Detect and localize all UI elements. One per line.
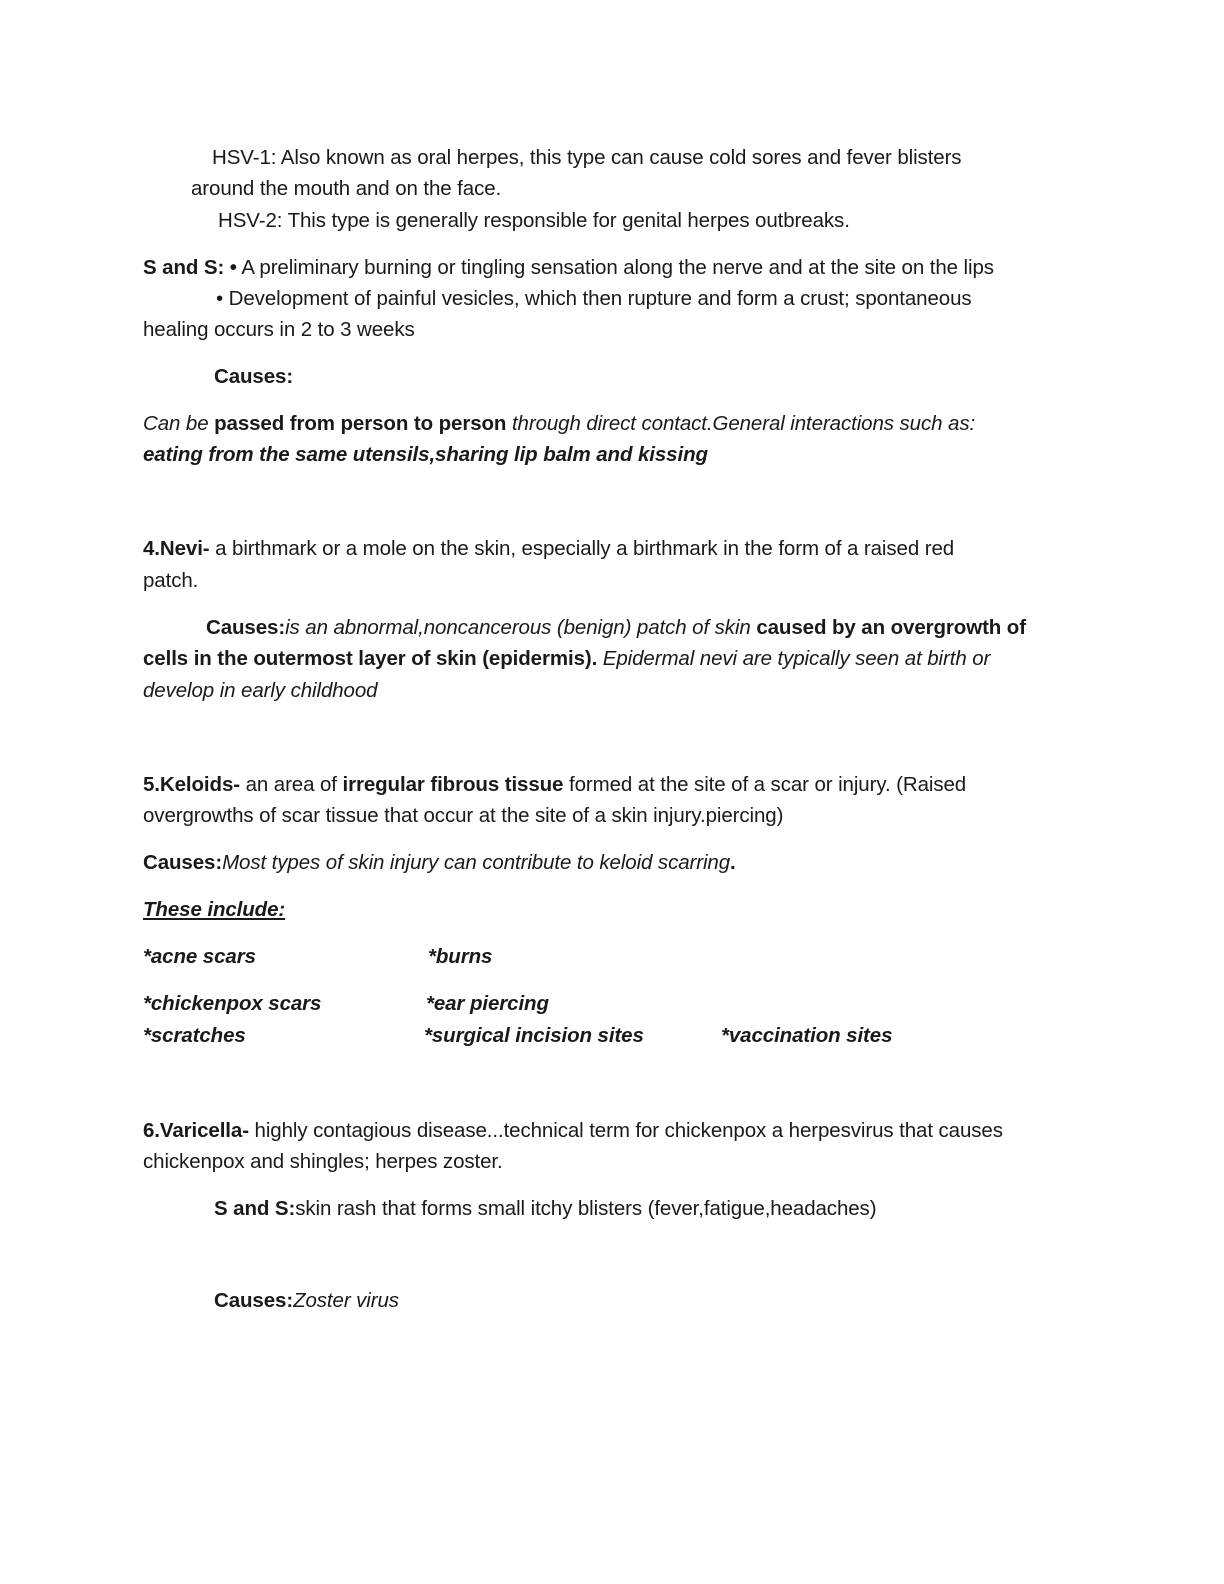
varicella-heading-line	[143, 1115, 1003, 1146]
causes-bold-italic: eating from the same utensils,sharing lip balm and kissing	[143, 443, 708, 466]
varicella-ss-line	[214, 1193, 876, 1224]
keloid-item	[721, 1020, 892, 1051]
causes-label: Causes:	[214, 1289, 294, 1312]
include-heading: These include:	[143, 898, 286, 921]
varicella-definition-cont: chickenpox and shingles; herpes zoster.	[143, 1150, 503, 1173]
herpes-ss-bullet1: A preliminary burning or tingling sensation along the nerve and at the site on the lips	[236, 256, 994, 279]
keloid-item-text: *burns	[428, 945, 493, 968]
causes-label: Causes:	[143, 851, 223, 874]
causes-text: Most types of skin injury can contribute to keloid scarring	[222, 851, 731, 874]
keloid-item-text: *acne scars	[143, 945, 256, 968]
ss-label: S and S:	[214, 1197, 296, 1220]
causes-text: through direct contact.General interactions such as:	[506, 412, 976, 435]
causes-label: Causes:	[214, 365, 294, 388]
herpes-ss-label: S and S: •	[143, 256, 237, 279]
keloid-item-text: *scratches	[143, 1024, 246, 1047]
herpes-ss-bullet2: • Development of painful vesicles, which then rupture and form a crust; spontaneous	[216, 287, 972, 310]
herpes-ss-line	[143, 252, 994, 283]
keloid-item	[143, 941, 256, 972]
causes-bold: caused by an overgrowth of	[756, 616, 1026, 639]
keloid-item-text: *surgical incision sites	[424, 1024, 644, 1047]
nevi-definition: a birthmark or a mole on the skin, especially a birthmark in the form of a raised red	[209, 537, 955, 560]
varicella-title: 6.Varicella-	[143, 1119, 249, 1142]
nevi-causes-line2	[143, 643, 990, 674]
causes-text: develop in early childhood	[143, 679, 378, 702]
nevi-title: 4.Nevi-	[143, 537, 210, 560]
keloid-item-text: *vaccination sites	[721, 1024, 893, 1047]
keloid-item	[143, 988, 321, 1019]
keloid-item	[424, 1020, 644, 1051]
keloids-causes-line	[143, 847, 736, 878]
keloids-heading-line	[143, 769, 966, 800]
herpes-causes-line2	[143, 439, 708, 470]
keloids-definition: formed at the site of a scar or injury. (Raised	[563, 773, 967, 796]
ss-text: skin rash that forms small itchy blisters (fever,fatigue,headaches)	[295, 1197, 877, 1220]
keloid-item	[143, 1020, 246, 1051]
varicella-causes-line	[214, 1285, 399, 1316]
herpes-causes-line1	[143, 408, 975, 439]
causes-bold: cells in the outermost layer of skin (epidermis).	[143, 647, 598, 670]
keloid-item	[426, 988, 549, 1019]
keloid-item-text: *ear piercing	[426, 992, 549, 1015]
hsv2-line: HSV-2: This type is generally responsible for genital herpes outbreaks.	[218, 209, 850, 232]
causes-text: Zoster virus	[293, 1289, 399, 1312]
keloids-bold: irregular fibrous tissue	[342, 773, 564, 796]
nevi-causes-line3	[143, 675, 377, 706]
hsv1-line-cont: around the mouth and on the face.	[191, 177, 502, 200]
keloids-title: 5.Keloids-	[143, 773, 240, 796]
keloids-definition-cont: overgrowths of scar tissue that occur at the site of a skin injury.piercing)	[143, 804, 784, 827]
nevi-definition-cont: patch.	[143, 569, 199, 592]
herpes-ss-bullet2-cont: healing occurs in 2 to 3 weeks	[143, 318, 415, 341]
causes-text: is an abnormal,noncancerous (benign) patch of skin	[285, 616, 757, 639]
causes-period: .	[730, 851, 736, 874]
keloid-item-text: *chickenpox scars	[143, 992, 322, 1015]
causes-text: Epidermal nevi are typically seen at birth or	[597, 647, 991, 670]
keloid-item	[428, 941, 492, 972]
causes-label: Causes:	[206, 616, 286, 639]
herpes-causes-heading	[214, 361, 293, 392]
causes-text: Can be	[143, 412, 215, 435]
keloids-definition: an area of	[239, 773, 343, 796]
hsv1-line: HSV-1: Also known as oral herpes, this type can cause cold sores and fever blisters	[212, 146, 962, 169]
nevi-causes-line1	[206, 612, 1026, 643]
nevi-heading-line	[143, 533, 954, 564]
varicella-definition: highly contagious disease...technical term for chickenpox a herpesvirus that causes	[248, 1119, 1003, 1142]
keloids-include-heading	[143, 894, 285, 925]
causes-bold: passed from person to person	[214, 412, 507, 435]
